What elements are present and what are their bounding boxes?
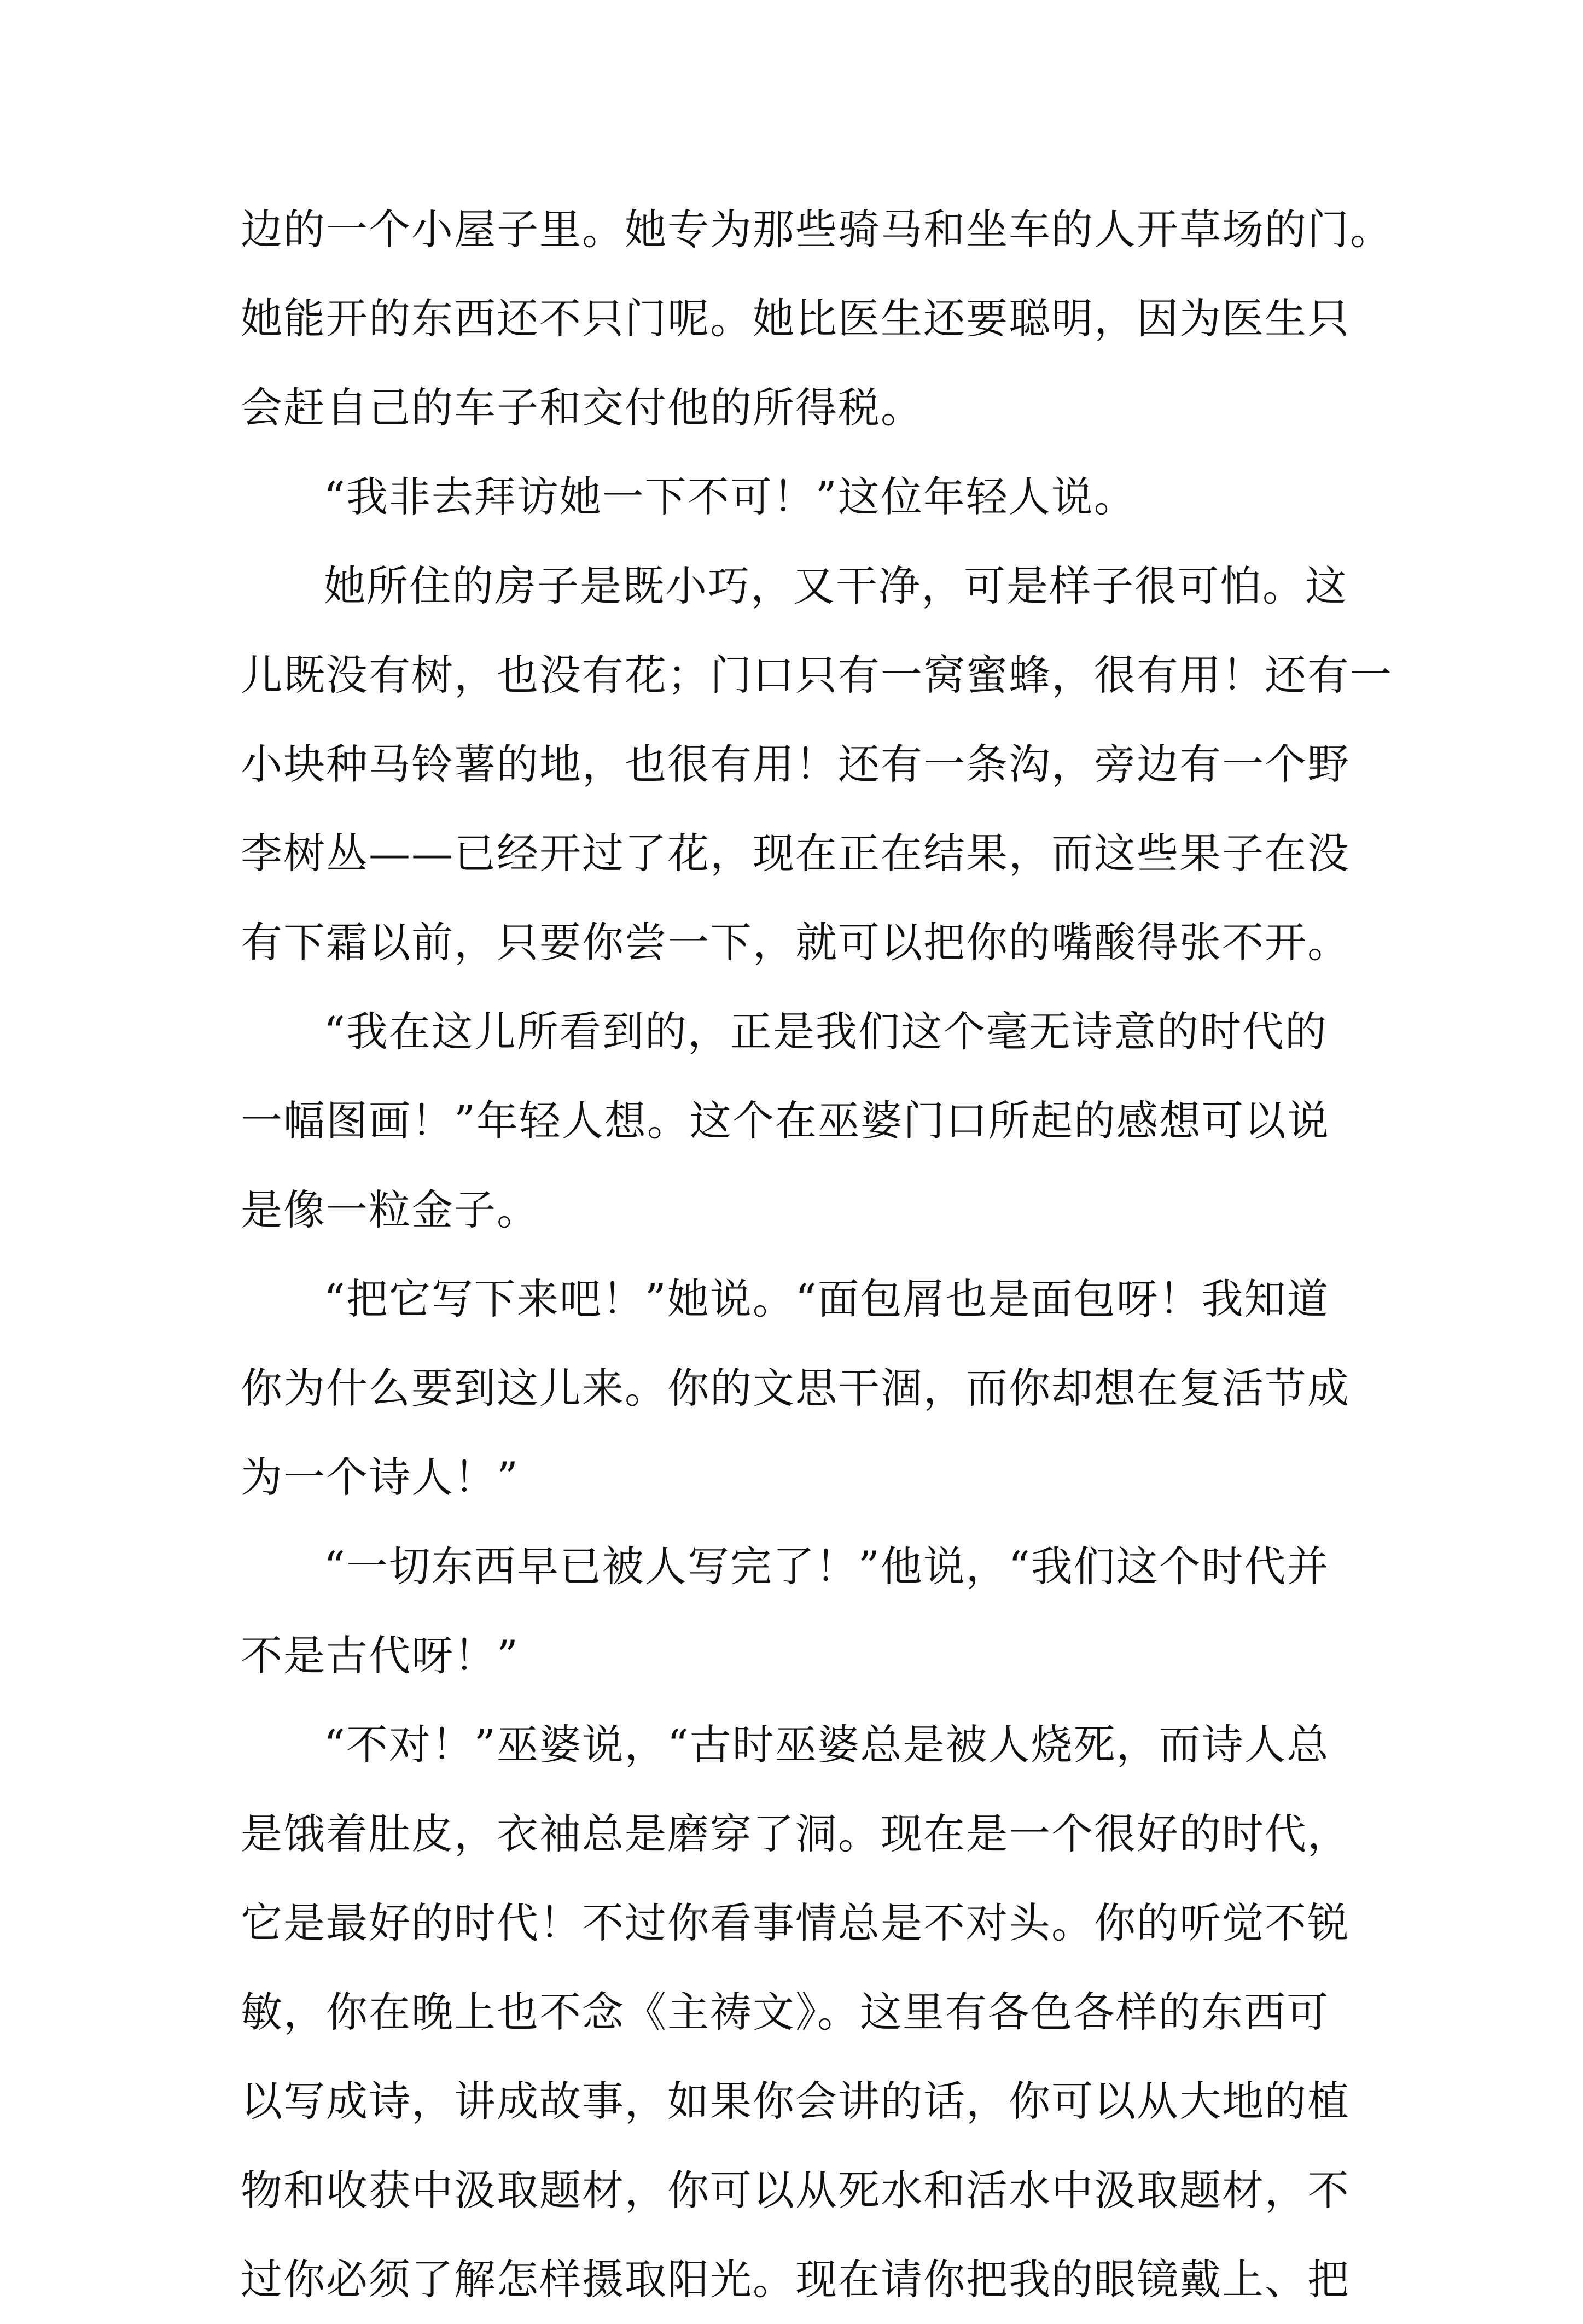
text-line: 不是古代呀！” <box>241 1631 519 1680</box>
text-line: “不对！”巫婆说，“古时巫婆总是被人烧死，而诗人总 <box>324 1720 1330 1769</box>
text-line: 会赶自己的车子和交付他的所得税。 <box>241 383 923 432</box>
text-line: “我非去拜访她一下不可！”这位年轻人说。 <box>324 472 1137 521</box>
text-line: 物和收获中汲取题材，你可以从死水和活水中汲取题材，不 <box>241 2166 1350 2215</box>
paragraph-7 <box>241 1700 1395 2324</box>
text-line: 有下霜以前，只要你尝一下，就可以把你的嘴酸得张不开。 <box>241 918 1350 967</box>
text-line: 是像一粒金子。 <box>241 1186 539 1234</box>
paragraph-4 <box>241 987 1395 1254</box>
text-line: 你为什么要到这儿来。你的文思干涸，而你却想在复活节成 <box>241 1364 1350 1412</box>
text-line: 以写成诗，讲成故事，如果你会讲的话，你可以从大地的植 <box>241 2077 1350 2126</box>
text-line: 她能开的东西还不只门呢。她比医生还要聪明，因为医生只 <box>241 294 1350 343</box>
text-line: 一幅图画！”年轻人想。这个在巫婆门口所起的感想可以说 <box>241 1096 1330 1145</box>
text-line: 过你必须了解怎样摄取阳光。现在请你把我的眼镜戴上、把 <box>241 2255 1350 2304</box>
text-line: “我在这儿所看到的，正是我们这个毫无诗意的时代的 <box>324 1007 1328 1056</box>
paragraph-2 <box>241 452 1395 541</box>
text-line: “一切东西早已被人写完了！”他说，“我们这个时代并 <box>324 1542 1330 1591</box>
text-line: 是饿着肚皮，衣袖总是磨穿了洞。现在是一个很好的时代， <box>241 1809 1350 1858</box>
text-line: 小块种马铃薯的地，也很有用！还有一条沟，旁边有一个野 <box>241 740 1350 789</box>
paragraph-5 <box>241 1254 1395 1522</box>
body-text <box>241 185 1395 2324</box>
text-line: 它是最好的时代！不过你看事情总是不对头。你的听觉不锐 <box>241 1899 1350 1947</box>
text-line: 李树丛——已经开过了花，现在正在结果，而这些果子在没 <box>241 829 1350 878</box>
text-line: 她所住的房子是既小巧，又干净，可是样子很可怕。这 <box>324 562 1348 610</box>
text-line: 敏，你在晚上也不念《主祷文》。这里有各色各样的东西可 <box>241 1988 1329 2036</box>
paragraph-3 <box>241 541 1395 987</box>
text-line: 为一个诗人！” <box>241 1453 519 1502</box>
paragraph-1 <box>241 185 1395 452</box>
paragraph-6 <box>241 1522 1395 1700</box>
text-line: “把它写下来吧！”她说。“面包屑也是面包呀！我知道 <box>324 1275 1330 1323</box>
text-line: 儿既没有树，也没有花；门口只有一窝蜜蜂，很有用！还有一 <box>241 651 1393 699</box>
text-line: 边的一个小屋子里。她专为那些骑马和坐车的人开草场的门。 <box>241 205 1393 254</box>
